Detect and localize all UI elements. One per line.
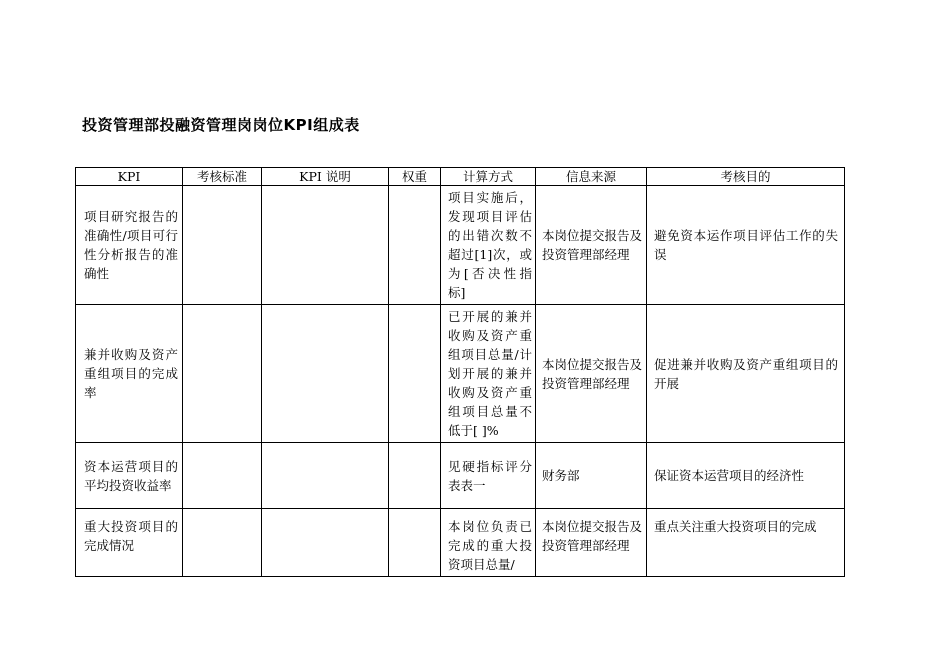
header-weight: 权重 [389,168,441,186]
description-cell [262,305,389,443]
calculation-cell: 已开展的兼并收购及资产重组项目总量/计划开展的兼并收购及资产重组项目总量不低于[ ]% [441,305,536,443]
purpose-cell: 保证资本运营项目的经济性 [647,443,845,509]
calculation-cell: 见硬指标评分表表一 [441,443,536,509]
standard-cell [183,186,262,305]
weight-cell [389,443,441,509]
header-calculation: 计算方式 [441,168,536,186]
kpi-cell: 项目研究报告的准确性/项目可行性分析报告的准确性 [76,186,183,305]
kpi-table [75,167,845,577]
purpose-cell: 重点关注重大投资项目的完成 [647,509,845,577]
weight-cell [389,305,441,443]
purpose-cell: 避免资本运作项目评估工作的失误 [647,186,845,305]
header-kpi: KPI [76,168,183,186]
table-header-row [76,168,845,186]
table-row [76,305,845,443]
source-cell: 财务部 [536,443,647,509]
header-source: 信息来源 [536,168,647,186]
weight-cell [389,509,441,577]
calculation-cell: 项目实施后，发现项目评估的出错次数不超过[1]次，或为[否决性指标] [441,186,536,305]
standard-cell [183,509,262,577]
source-cell: 本岗位提交报告及投资管理部经理 [536,186,647,305]
standard-cell [183,443,262,509]
header-description: KPI 说明 [262,168,389,186]
calculation-cell: 本岗位负责已完成的重大投资项目总量/ [441,509,536,577]
purpose-cell: 促进兼并收购及资产重组项目的开展 [647,305,845,443]
table-row [76,509,845,577]
document-title: 投资管理部投融资管理岗岗位KPI组成表 [82,116,360,134]
kpi-cell: 重大投资项目的完成情况 [76,509,183,577]
kpi-cell: 兼并收购及资产重组项目的完成率 [76,305,183,443]
description-cell [262,443,389,509]
weight-cell [389,186,441,305]
table-row [76,443,845,509]
standard-cell [183,305,262,443]
description-cell [262,509,389,577]
table-row [76,186,845,305]
kpi-cell: 资本运营项目的平均投资收益率 [76,443,183,509]
header-purpose: 考核目的 [647,168,845,186]
header-standard: 考核标准 [183,168,262,186]
source-cell: 本岗位提交报告及投资管理部经理 [536,305,647,443]
source-cell: 本岗位提交报告及投资管理部经理 [536,509,647,577]
description-cell [262,186,389,305]
